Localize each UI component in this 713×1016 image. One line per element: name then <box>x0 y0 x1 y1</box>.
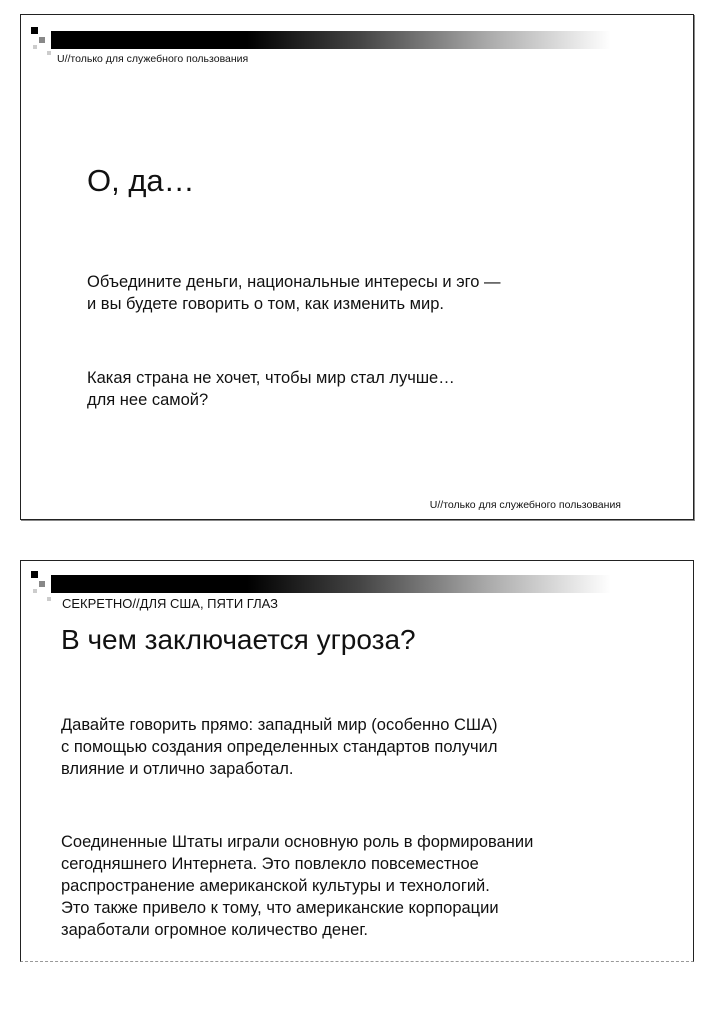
slide-2 <box>20 560 694 962</box>
classification-footer: U//только для служебного пользования <box>429 499 621 511</box>
slide-title: О, да… <box>87 163 195 198</box>
corner-marker <box>31 27 38 34</box>
corner-marker <box>47 51 51 55</box>
slide-1 <box>20 14 694 520</box>
corner-marker <box>33 45 37 49</box>
classification-header: СЕКРЕТНО//ДЛЯ США, ПЯТИ ГЛАЗ <box>62 596 279 611</box>
corner-marker <box>31 571 38 578</box>
slide-paragraph: Давайте говорить прямо: западный мир (особенно США) с помощью создания определенных стандартов получил влияние и отлично заработал. <box>61 716 498 778</box>
corner-marker <box>39 581 45 587</box>
header-gradient-bar <box>51 575 611 593</box>
classification-header: U//только для служебного пользования <box>57 53 249 65</box>
slide-paragraph: Объедините деньги, национальные интересы и эго — и вы будете говорить о том, как изменить мир. <box>87 273 501 313</box>
slide-title: В чем заключается угроза? <box>61 624 416 655</box>
corner-marker <box>47 597 51 601</box>
corner-marker <box>33 589 37 593</box>
slide-paragraph: Соединенные Штаты играли основную роль в формировании сегодняшнего Интернета. Это повлекло повсеместное распространение американской культуры и технологий. Это также привело к тому, что американские корпорации заработали огромное количество денег. <box>61 833 534 939</box>
corner-marker <box>39 37 45 43</box>
slide-paragraph: Какая страна не хочет, чтобы мир стал лучше… для нее самой? <box>87 369 455 409</box>
header-gradient-bar <box>51 31 611 49</box>
